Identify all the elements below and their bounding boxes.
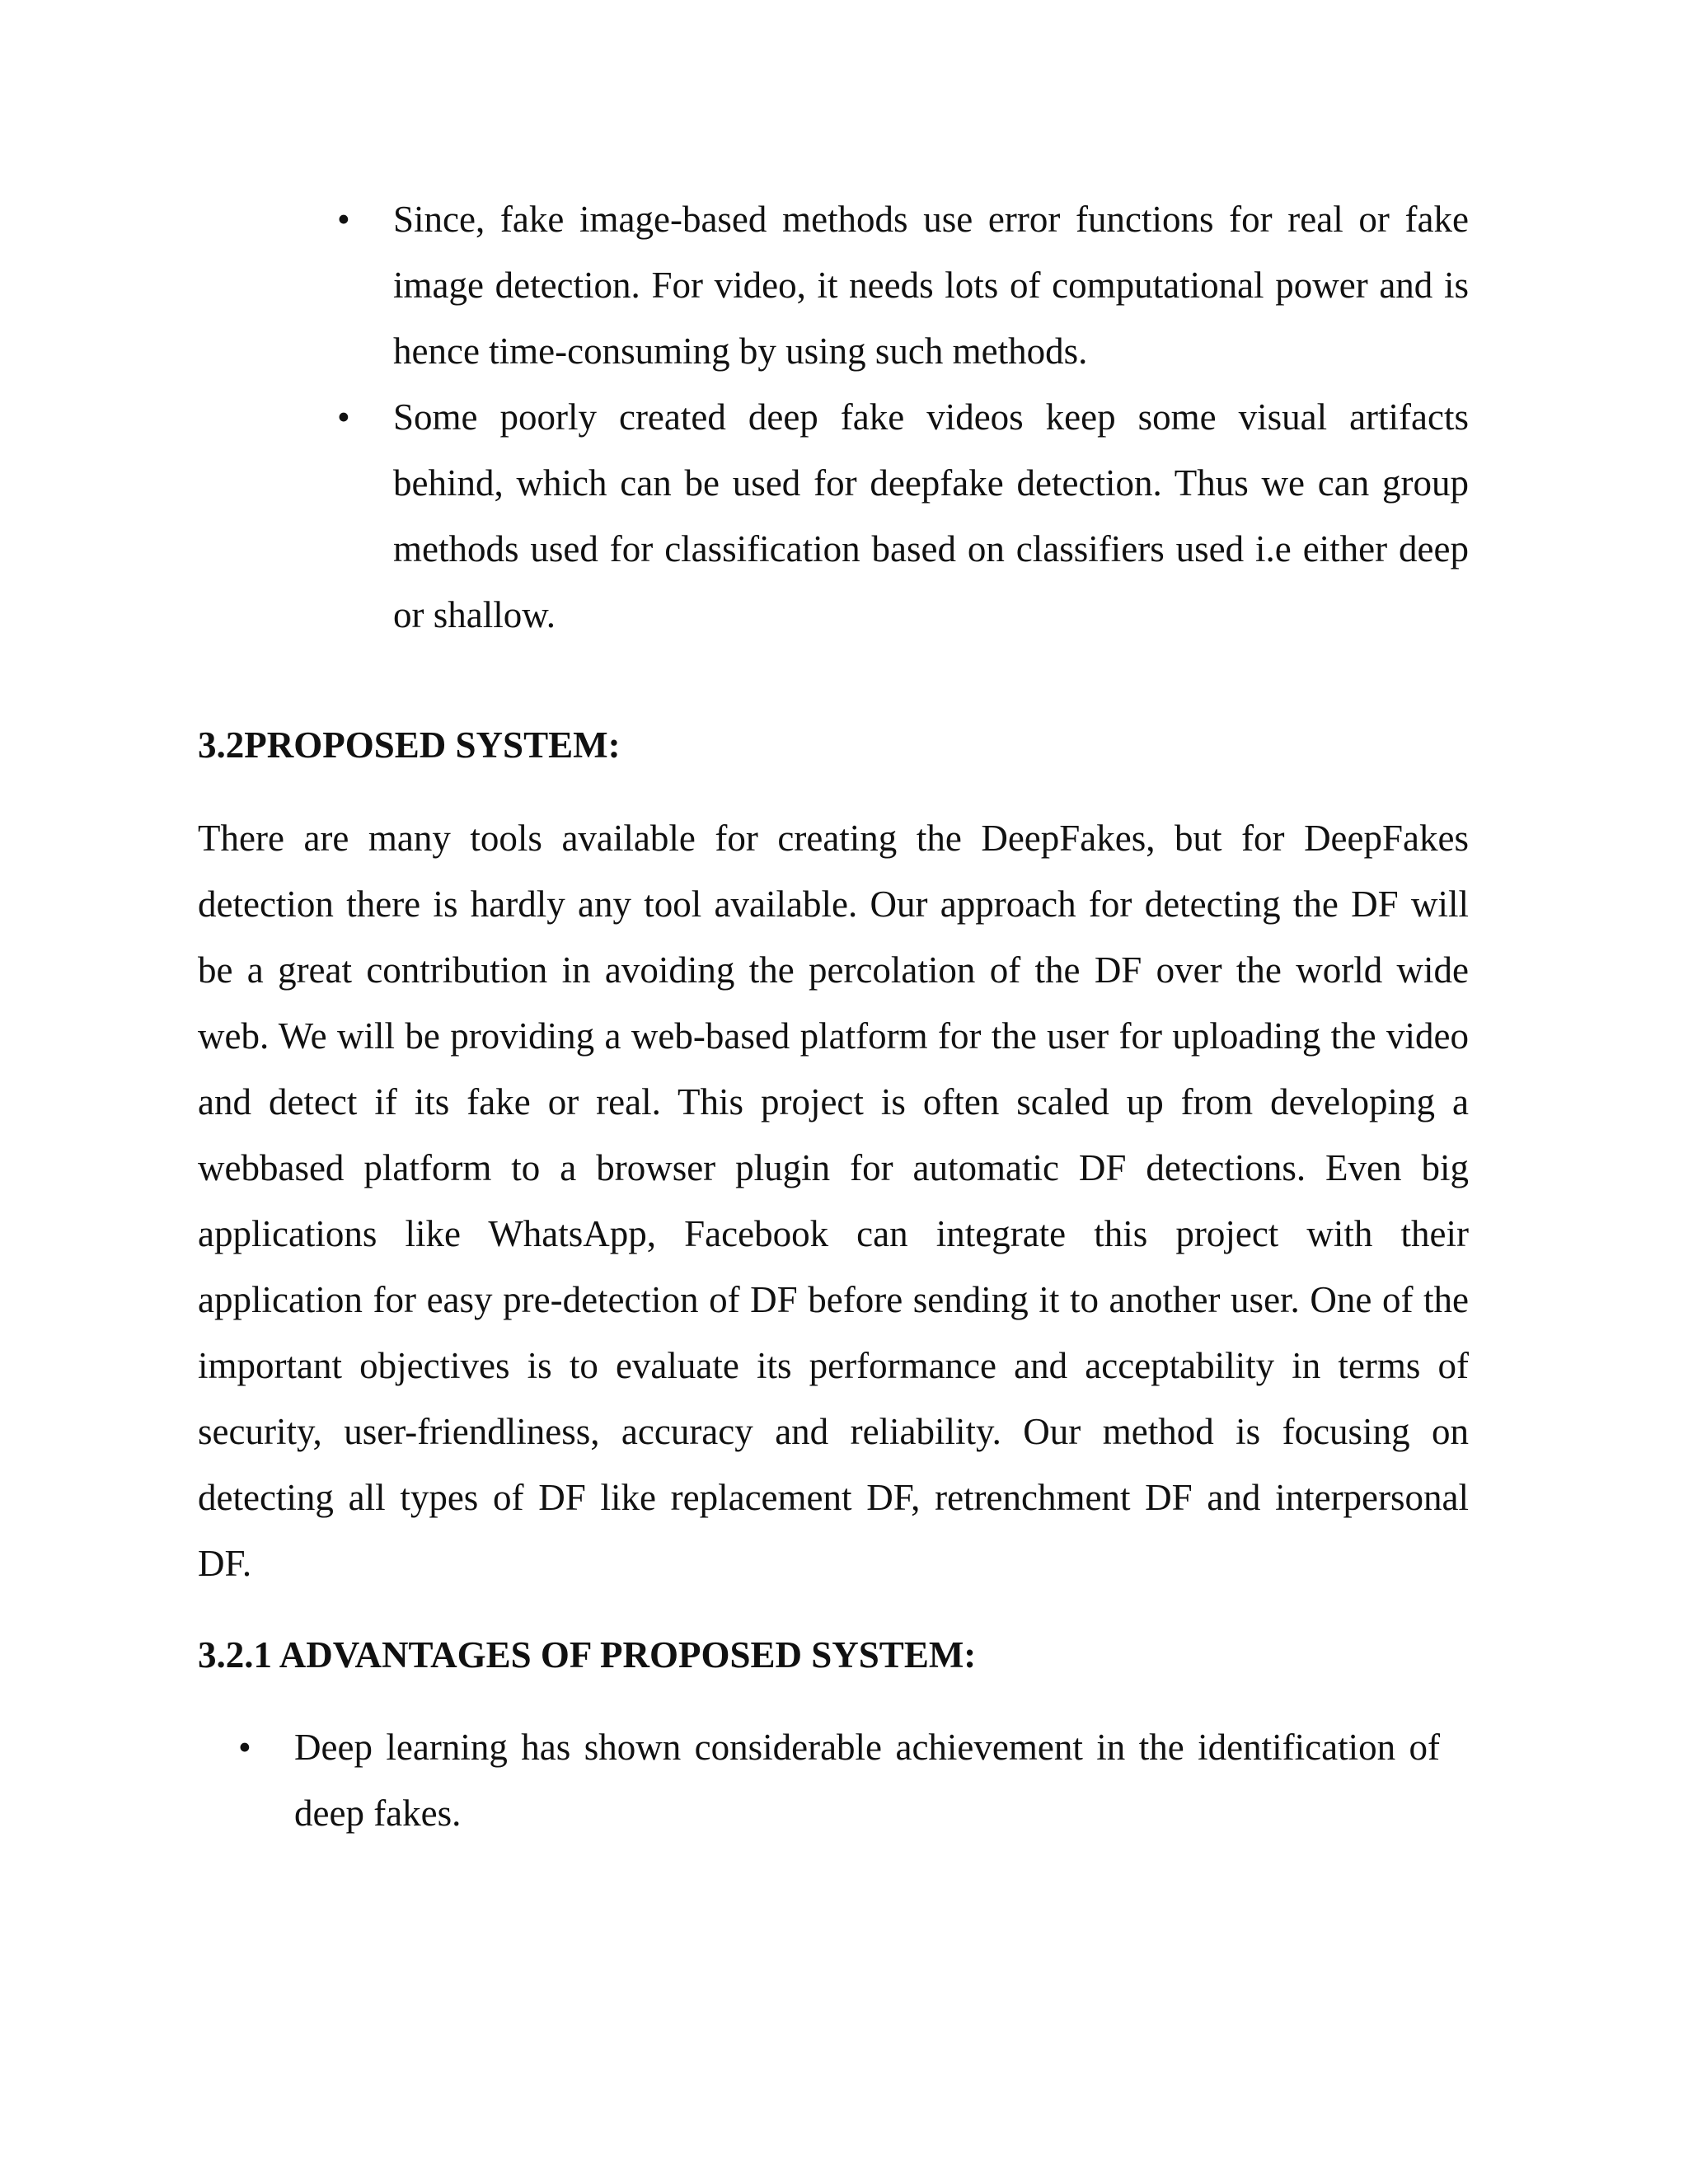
list-item [337,186,1469,384]
bullet-text: Deep learning has shown considerable achievement in the identification of deep fakes. [294,1727,1440,1834]
section-heading-proposed-system: 3.2PROPOSED SYSTEM: [198,724,621,766]
bullet-icon: • [337,199,350,240]
limitations-bullet-list [337,186,1469,648]
section-heading-advantages: 3.2.1 ADVANTAGES OF PROPOSED SYSTEM: [198,1634,977,1675]
proposed-system-paragraph: There are many tools available for creating the DeepFakes, but for DeepFakes detection there is hardly any tool available. Our approach for detecting the DF will be a great contribution in avoiding the percolation of the DF over the world wide web. We will be providing a web-based platform for the user for uploading the video and detect if its fake or real. This project is often scaled up from developing a webbased platform to a browser plugin for automatic DF detections. Even big applications like WhatsApp, Facebook can integrate this project with their application for easy pre-detection of DF before sending it to another user. One of the important objectives is to evaluate its performance and acceptability in terms of security, user-friendliness, accuracy and reliability. Our method is focusing on detecting all types of DF like replacement DF, retrenchment DF and interpersonal DF. [198,818,1469,1584]
bullet-icon: • [238,1727,251,1768]
advantages-bullet-list [238,1714,1440,1846]
list-item [238,1714,1440,1846]
bullet-text: Since, fake image-based methods use error functions for real or fake image detection. For video, it needs lots of computational power and is hence time-consuming by using such methods. [393,199,1469,372]
bullet-text: Some poorly created deep fake videos keep some visual artifacts behind, which can be used for deepfake detection. Thus we can group methods used for classification based on classifiers used i.e either deep or shallow. [393,396,1469,635]
bullet-icon: • [337,396,350,438]
list-item [337,384,1469,648]
